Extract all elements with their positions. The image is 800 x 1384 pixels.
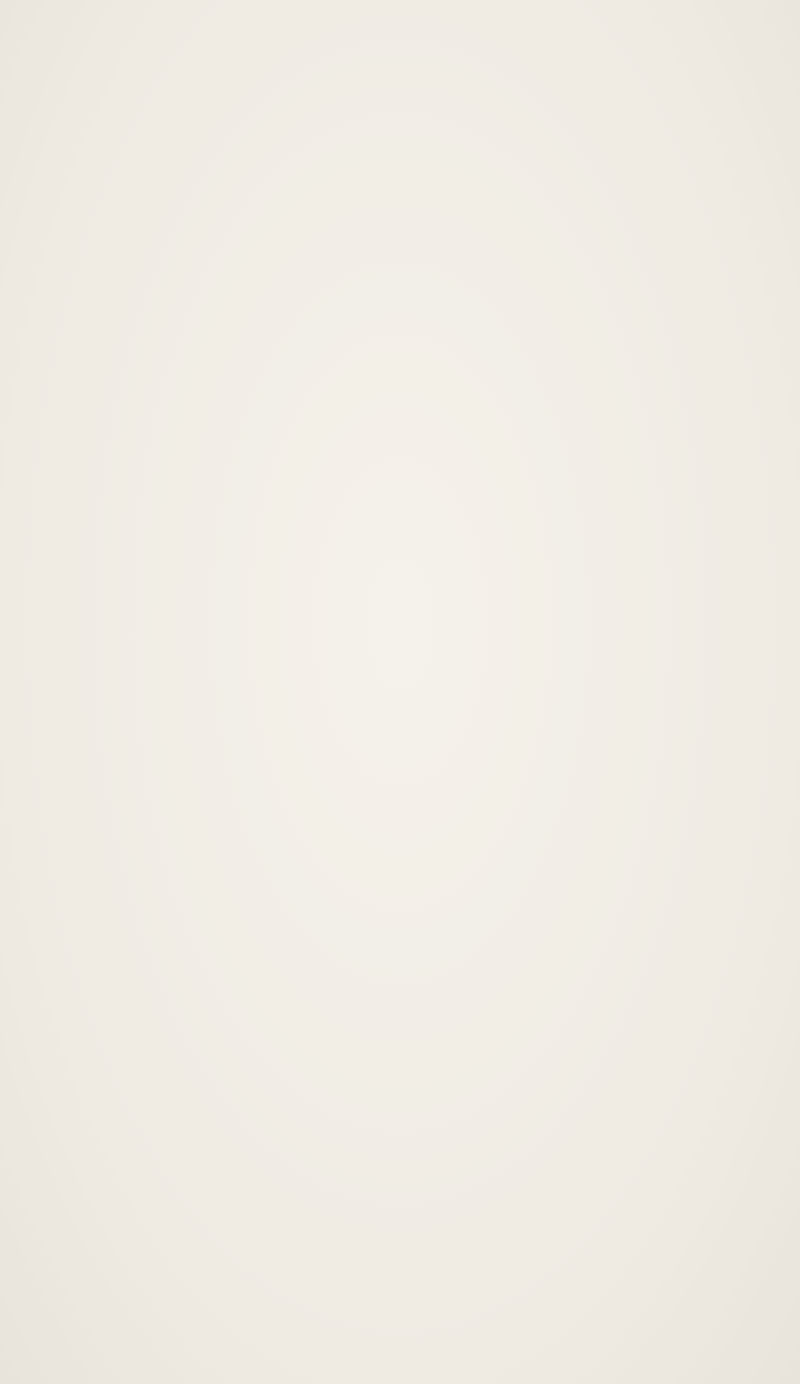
page-body [54,146,758,160]
